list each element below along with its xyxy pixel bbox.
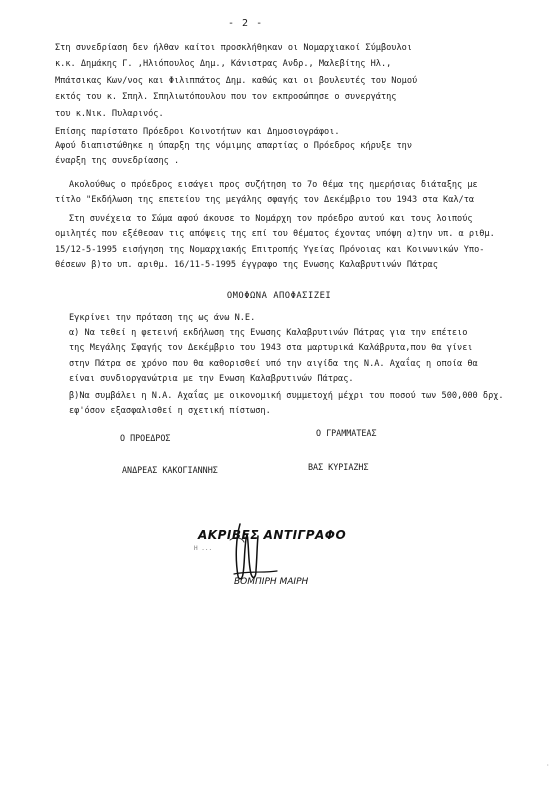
body-line: Ακολούθως ο πρόεδρος εισάγει προς συζήτηση το 7ο θέμα της ημερήσιας διάταξης με [69,180,478,190]
president-title: Ο ΠΡΟΕΔΡΟΣ [120,433,171,443]
stamp-subtitle: Η ... [194,545,213,552]
body-line: ομιλητές που εξέθεσαν τις απόψεις της επί του θέματος έχοντας υπόψη α)την υπ. α ριθμ. [55,229,495,239]
page-number: - 2 - [228,18,264,29]
body-line: Μπάτσικας Κων/νος και Φιλιππάτος Δημ. καθώς και οι βουλευτές του Νομού [55,76,418,86]
body-line: Αφού διαπιστώθηκε η ύπαρξη της νόμιμης απαρτίας ο Πρόεδρος κήρυξε την [55,141,412,151]
decision-line: είναι συνδιοργανώτρια με την Ενωση Καλαβρυτινών Πάτρας. [69,374,354,384]
body-line: Στη συνέχεια το Σώμα αφού άκουσε το Νομάρχη τον πρόεδρο αυτού και τους λοιπούς [69,214,473,224]
body-line: τίτλο "Εκδήλωση της επετείου της μεγάλης σφαγής τον Δεκέμβριο του 1943 στα Καλ/τα [55,195,475,205]
decision-line: Εγκρίνει την πρόταση της ως άνω Ν.Ε. [69,313,256,323]
decision-line: της Μεγάλης Σφαγής τον Δεκέμβριο του 1943 στα μαρτυρικά Καλάβρυτα,που θα γίνει [69,343,473,353]
body-line: Επίσης παρίστατο Πρόεδροι Κοινοτήτων και Δημοσιογράφοι. [55,127,340,137]
certified-copy-stamp [178,518,347,588]
body-line: Στη συνεδρίαση δεν ήλθαν καίτοι προσκλήθηκαν οι Νομαρχιακοί Σύμβουλοι [55,43,412,53]
body-line: έναρξη της συνεδρίασης . [55,156,180,166]
body-line: 15/12-5-1995 εισήγηση της Νομαρχιακής Επιτροπής Υγείας Πρόνοιας και Κοινωνικών Υπο- [55,245,485,255]
body-line: του κ.Νικ. Πυλαρινός. [55,109,164,119]
decision-line: β)Να συμβάλει η Ν.Α. Αχαΐας με οικονομική συμμετοχή μέχρι του ποσού των 500,000 δρχ. [69,391,504,401]
body-line: εκτός του κ. Σπηλ. Σπηλιωτόπουλου που τον εκπροσώπησε ο συνεργάτης [55,92,397,102]
president-name: ΑΝΔΡΕΑΣ ΚΑΚΟΓΙΑΝΝΗΣ [122,465,218,475]
decision-line: α) Να τεθεί η φετεινή εκδήλωση της Ενωσης Καλαβρυτινών Πάτρας για την επέτειο [69,328,468,338]
stamp-title: ΑΚΡΙΒΕΣ ΑΝΤΙΓΡΑΦΟ [198,528,347,542]
stamp-name: ΒΟΜΠΙΡΗ ΜΑΙΡΗ [234,577,309,587]
body-line: θέσεων β)το υπ. αριθμ. 16/11-5-1995 έγγραφο της Ενωσης Καλαβρυτινών Πάτρας [55,260,438,270]
decision-heading: ΟΜΟΦΩΝΑ ΑΠΟΦΑΣΙΖΕΙ [226,291,332,301]
secretary-name: ΒΑΣ ΚΥΡΙΑΖΗΣ [308,462,369,472]
secretary-title: Ο ΓΡΑΜΜΑΤΕΑΣ [316,428,377,438]
decision-line: εφ'όσον εξασφαλισθεί η σχετική πίστωση. [69,406,271,416]
body-line: κ.κ. Δημάκης Γ. ,Ηλιόπουλος Δημ., Κάνιστρας Ανδρ., Μαλεβίτης Ηλ., [55,59,392,69]
decision-line: στην Πάτρα σε χρόνο που θα καθορισθεί υπό την αιγίδα της Ν.Α. Αχαΐας η οποία θα [69,359,478,369]
corner-mark: · [546,762,550,769]
